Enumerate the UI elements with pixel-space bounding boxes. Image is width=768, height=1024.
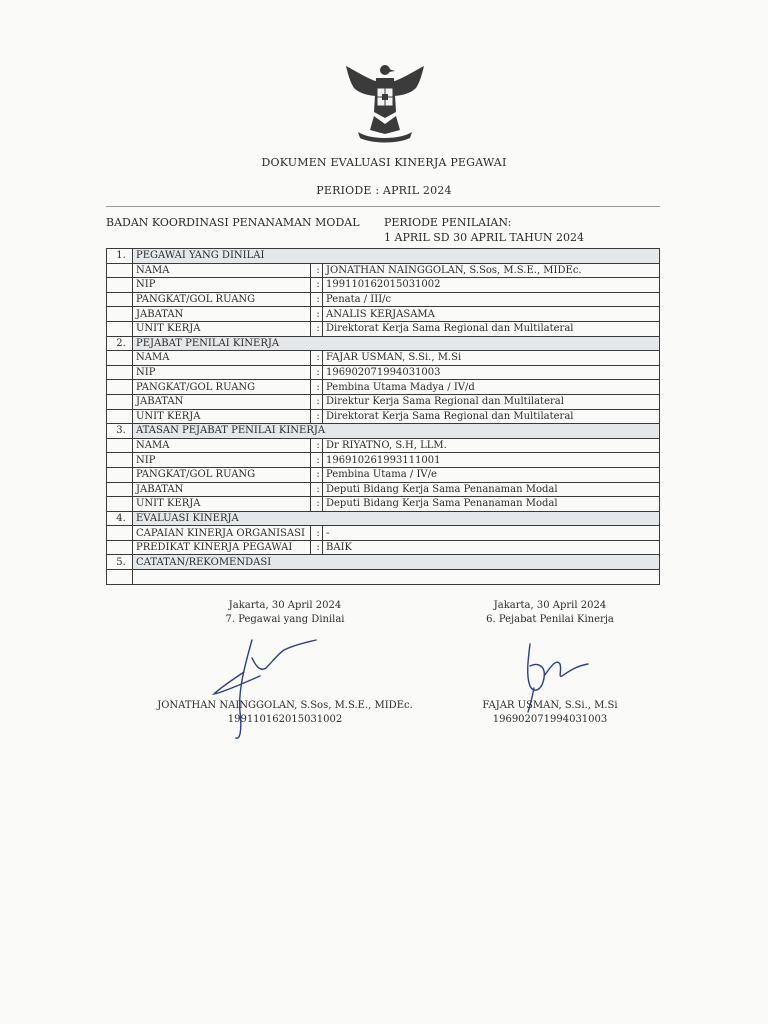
table-row — [107, 278, 660, 293]
section-header-row — [107, 424, 660, 439]
field-label: UNIT KERJA — [133, 497, 311, 512]
table-row — [107, 409, 660, 424]
field-colon: : — [311, 321, 323, 336]
field-colon: : — [311, 380, 323, 395]
table-row — [107, 394, 660, 409]
field-label: JABATAN — [133, 482, 311, 497]
left-signature-icon — [200, 628, 340, 744]
right-signer-role: 6. Pejabat Penilai Kinerja — [486, 614, 614, 625]
field-label: PREDIKAT KINERJA PEGAWAI — [133, 540, 311, 555]
field-label: NIP — [133, 365, 311, 380]
field-colon: : — [311, 438, 323, 453]
field-colon: : — [311, 394, 323, 409]
field-label: UNIT KERJA — [133, 409, 311, 424]
field-value: Direktur Kerja Sama Regional dan Multilateral — [323, 394, 660, 409]
section-header-row — [107, 336, 660, 351]
field-value: Deputi Bidang Kerja Sama Penanaman Modal — [323, 497, 660, 512]
field-value: Pembina Utama / IV/e — [323, 467, 660, 482]
organization-name: BADAN KOORDINASI PENANAMAN MODAL — [106, 216, 360, 229]
table-row — [107, 307, 660, 322]
section-number: 4. — [107, 511, 133, 526]
field-label: NAMA — [133, 351, 311, 366]
field-value: 196910261993111001 — [323, 453, 660, 468]
section-number: 2. — [107, 336, 133, 351]
field-colon: : — [311, 467, 323, 482]
field-value: BAIK — [323, 540, 660, 555]
field-value: JONATHAN NAINGGOLAN, S.Sos, M.S.E., MIDEc. — [323, 263, 660, 278]
field-value: 196902071994031003 — [323, 365, 660, 380]
right-signer-name: FAJAR USMAN, S.Si., M.Si — [482, 700, 618, 711]
evaluation-form-table — [106, 248, 660, 585]
field-value: FAJAR USMAN, S.Si., M.Si — [323, 351, 660, 366]
field-colon: : — [311, 278, 323, 293]
table-row — [107, 263, 660, 278]
field-colon: : — [311, 482, 323, 497]
field-colon: : — [311, 351, 323, 366]
section-header-row — [107, 555, 660, 570]
table-row — [107, 453, 660, 468]
section-header-row — [107, 511, 660, 526]
section-title: CATATAN/REKOMENDASI — [133, 555, 660, 570]
field-value: - — [323, 526, 660, 541]
table-row — [107, 438, 660, 453]
section-number: 5. — [107, 555, 133, 570]
table-row — [107, 526, 660, 541]
field-label: PANGKAT/GOL RUANG — [133, 467, 311, 482]
right-signer-nip: 196902071994031003 — [492, 714, 608, 725]
section-title: EVALUASI KINERJA — [133, 511, 660, 526]
header-divider — [106, 206, 660, 207]
table-row — [107, 467, 660, 482]
table-row — [107, 482, 660, 497]
section-title: ATASAN PEJABAT PENILAI KINERJA — [133, 424, 660, 439]
field-value: ANALIS KERJASAMA — [323, 307, 660, 322]
field-label: PANGKAT/GOL RUANG — [133, 380, 311, 395]
field-value: Penata / III/c — [323, 292, 660, 307]
section-number: 3. — [107, 424, 133, 439]
field-colon: : — [311, 409, 323, 424]
field-label: CAPAIAN KINERJA ORGANISASI — [133, 526, 311, 541]
left-signer-role: 7. Pegawai yang Dinilai — [225, 614, 345, 625]
field-colon: : — [311, 453, 323, 468]
field-colon: : — [311, 263, 323, 278]
section-title: PEJABAT PENILAI KINERJA — [133, 336, 660, 351]
field-label: UNIT KERJA — [133, 321, 311, 336]
assessment-period-value: 1 APRIL SD 30 APRIL TAHUN 2024 — [384, 231, 585, 244]
field-colon: : — [311, 292, 323, 307]
field-label: NIP — [133, 453, 311, 468]
left-place-date: Jakarta, 30 April 2024 — [228, 600, 342, 611]
garuda-emblem-icon — [340, 60, 430, 144]
notes-row — [107, 570, 660, 585]
left-signer-name: JONATHAN NAINGGOLAN, S.Sos, M.S.E., MIDEc. — [157, 700, 413, 711]
right-place-date: Jakarta, 30 April 2024 — [493, 600, 607, 611]
table-row — [107, 380, 660, 395]
document-title: DOKUMEN EVALUASI KINERJA PEGAWAI — [261, 156, 507, 169]
notes-field — [133, 570, 660, 585]
field-value: Deputi Bidang Kerja Sama Penanaman Modal — [323, 482, 660, 497]
section-title: PEGAWAI YANG DINILAI — [133, 249, 660, 264]
table-row — [107, 292, 660, 307]
field-value: Dr RIYATNO, S.H, LLM. — [323, 438, 660, 453]
assessment-period-label: PERIODE PENILAIAN: — [384, 216, 512, 229]
field-label: NAMA — [133, 438, 311, 453]
section-header-row — [107, 249, 660, 264]
left-signer-nip: 199110162015031002 — [227, 714, 343, 725]
field-colon: : — [311, 307, 323, 322]
table-row — [107, 497, 660, 512]
field-label: NAMA — [133, 263, 311, 278]
section-number: 1. — [107, 249, 133, 264]
field-colon: : — [311, 365, 323, 380]
field-label: PANGKAT/GOL RUANG — [133, 292, 311, 307]
field-value: 199110162015031002 — [323, 278, 660, 293]
table-row — [107, 540, 660, 555]
field-value: Pembina Utama Madya / IV/d — [323, 380, 660, 395]
field-colon: : — [311, 526, 323, 541]
field-colon: : — [311, 497, 323, 512]
table-row — [107, 321, 660, 336]
field-value: Direktorat Kerja Sama Regional dan Multilateral — [323, 409, 660, 424]
field-label: JABATAN — [133, 394, 311, 409]
field-label: NIP — [133, 278, 311, 293]
table-row — [107, 365, 660, 380]
field-label: JABATAN — [133, 307, 311, 322]
field-colon: : — [311, 540, 323, 555]
table-row — [107, 351, 660, 366]
field-value: Direktorat Kerja Sama Regional dan Multilateral — [323, 321, 660, 336]
document-period: PERIODE : APRIL 2024 — [316, 184, 452, 197]
